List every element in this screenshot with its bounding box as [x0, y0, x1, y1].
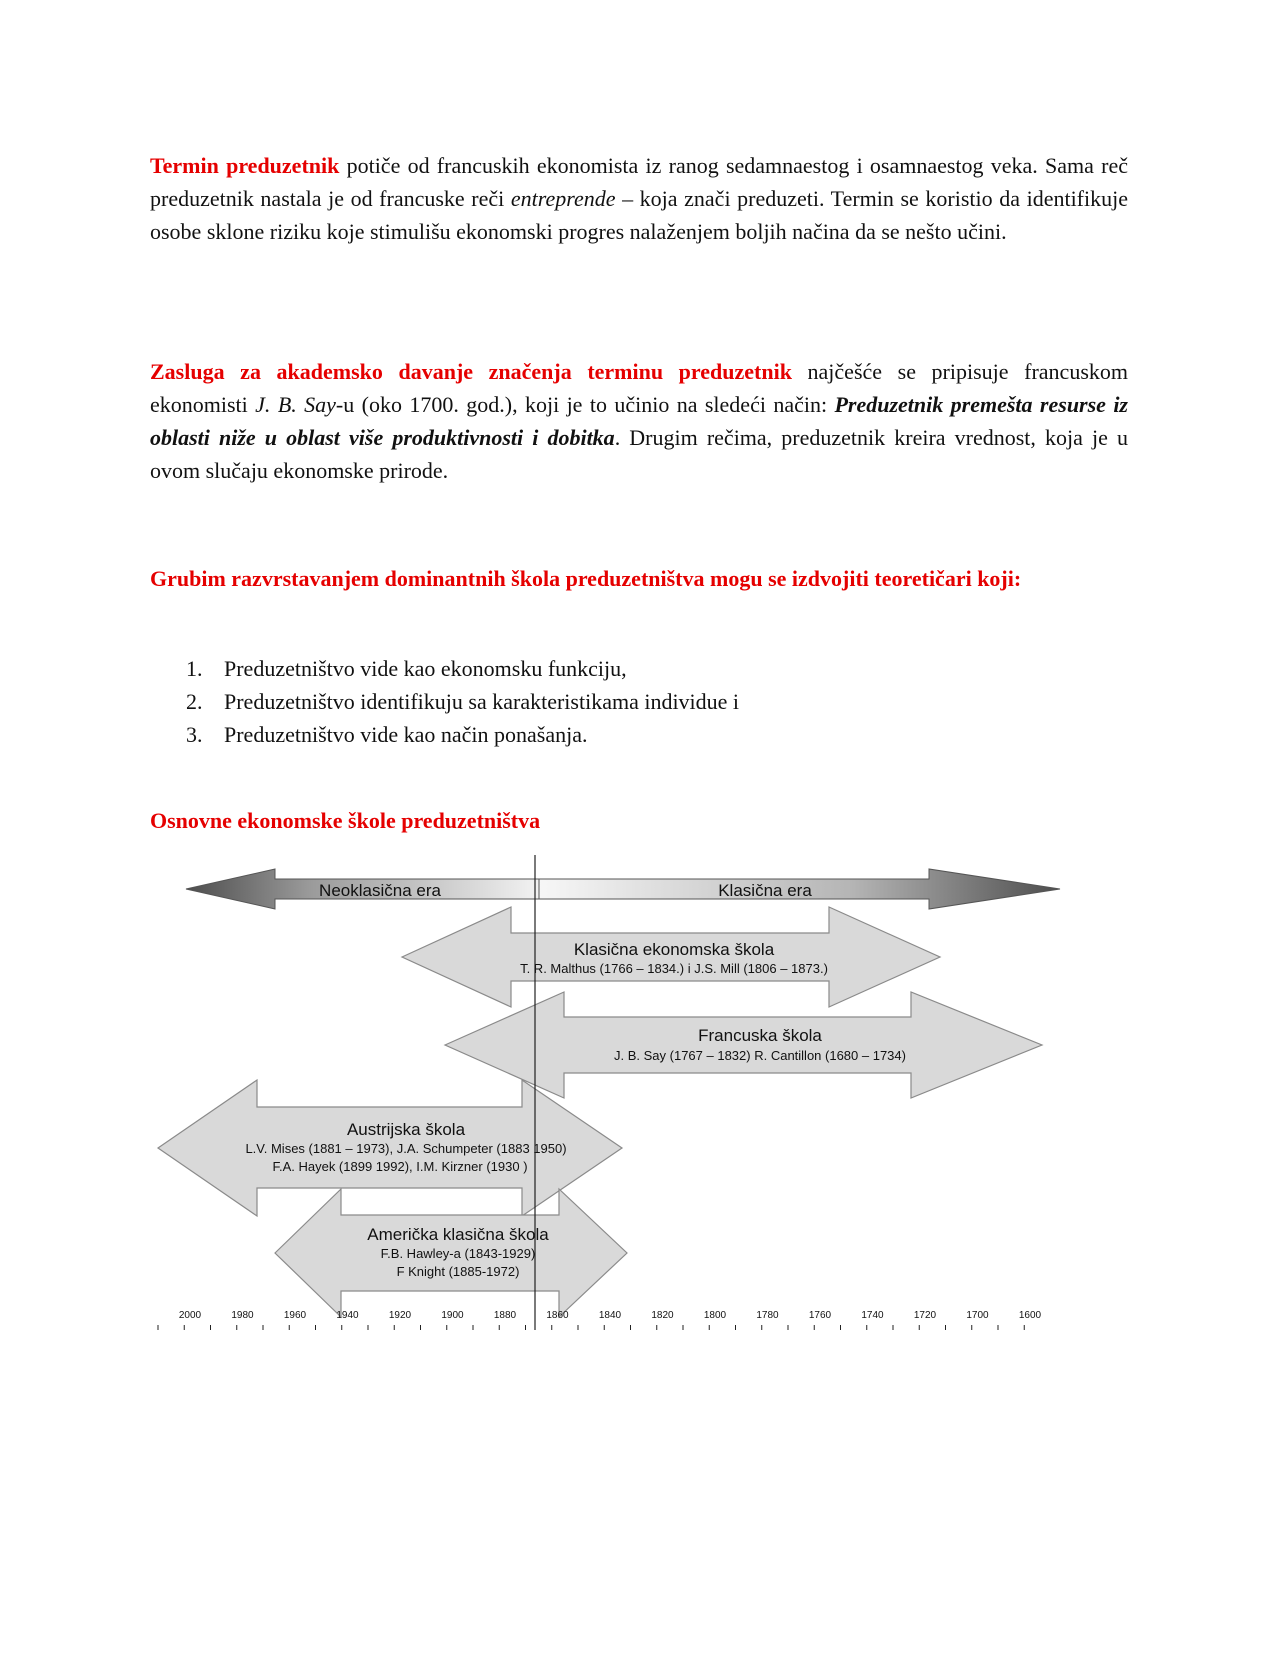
school-members: F.A. Hayek (1899 1992), I.M. Kirzner (1930 )	[272, 1159, 528, 1174]
school-title: Francuska škola	[698, 1026, 822, 1045]
school-arrow-classical	[402, 907, 940, 1007]
list-item	[186, 652, 739, 685]
timeline-tick-label: 1800	[703, 1310, 727, 1321]
list-item	[186, 718, 739, 751]
timeline-tick-label: 1940	[336, 1310, 359, 1321]
list-text: Preduzetništvo vide kao način ponašanja.	[224, 722, 588, 747]
era-arrow	[186, 869, 1060, 909]
paragraph-text: -u (oko 1700. god.), koji je to učinio na sledeći način:	[335, 392, 835, 417]
timeline-tick-label: 1860	[546, 1310, 569, 1321]
paragraph-zasluga	[150, 355, 1128, 487]
timeline-tick-label: 1960	[283, 1310, 307, 1321]
timeline-tick-label: 1740	[861, 1310, 884, 1321]
list-number: 3.	[186, 722, 203, 747]
theorist-list	[186, 652, 739, 751]
timeline-tick-label: 1700	[966, 1310, 989, 1321]
timeline-tick-label: 1840	[598, 1310, 622, 1321]
italic-name: J. B. Say	[255, 392, 336, 417]
school-members: J. B. Say (1767 – 1832) R. Cantillon (1680 – 1734)	[614, 1048, 906, 1063]
list-text: Preduzetništvo vide kao ekonomsku funkciju,	[224, 656, 627, 681]
timeline-tick-label: 1980	[231, 1310, 254, 1321]
italic-word: entreprende	[510, 186, 616, 211]
school-members: F.B. Hawley-a (1843-1929)	[380, 1246, 536, 1261]
definition-quote: Preduzetnik premešta resurse iz oblasti niže u oblast više produktivnosti i dobitka	[150, 392, 1128, 450]
list-number: 1.	[186, 656, 203, 681]
era-label-neoclassical: Neoklasična era	[319, 881, 441, 900]
school-members: L.V. Mises (1881 – 1973), J.A. Schumpeter (1883 1950)	[245, 1141, 567, 1156]
school-arrow-american	[275, 1189, 627, 1317]
paragraph-text: – koja znači preduzeti. Termin se koristio da identifikuje osobe sklone riziku koje stimulišu ekonomski progres nalaženjem boljih načina da se nešto učini.	[150, 186, 1128, 244]
list-item	[186, 685, 739, 718]
timeline-tick-label: 1780	[756, 1310, 779, 1321]
paragraph-termin	[150, 149, 1128, 248]
timeline-tick-label: 1720	[913, 1310, 937, 1321]
school-title: Austrijska škola	[346, 1120, 466, 1139]
schools-timeline-diagram	[150, 855, 1090, 1335]
school-arrow-austrian	[158, 1080, 622, 1216]
timeline-axis	[158, 1310, 1042, 1330]
paragraph-text: potiče od francuskih ekonomista iz ranog sedamnaestog i osamnaestog veka. Sama reč preduzetnik nastala je od francuske reči	[150, 153, 1128, 211]
school-title: Klasična ekonomska škola	[573, 940, 775, 959]
school-title: Američka klasična škola	[367, 1225, 549, 1244]
list-text: Preduzetništvo identifikuju sa karakteristikama individue i	[224, 689, 740, 714]
list-number: 2.	[186, 689, 203, 714]
timeline-tick-label: 1600	[1018, 1310, 1042, 1321]
timeline-tick-label: 2000	[178, 1310, 202, 1321]
timeline-tick-label: 1760	[808, 1310, 832, 1321]
paragraph-lead-term: Termin preduzetnik	[150, 153, 340, 178]
era-label-classical: Klasična era	[718, 881, 812, 900]
section-heading-schools: Grubim razvrstavanjem dominantnih škola preduzetništva mogu se izdvojiti teoretičari koji:	[150, 566, 1022, 591]
timeline-tick-label: 1820	[651, 1310, 674, 1321]
paragraph-text: . Drugim rečima, preduzetnik kreira vrednost, koja je u ovom slučaju ekonomske prirode.	[150, 425, 1128, 483]
timeline-tick-label: 1920	[388, 1310, 412, 1321]
school-members: T. R. Malthus (1766 – 1834.) i J.S. Mill (1806 – 1873.)	[520, 961, 828, 976]
section-heading-diagram: Osnovne ekonomske škole preduzetništva	[150, 808, 541, 833]
timeline-tick-label: 1900	[441, 1310, 464, 1321]
paragraph-lead-term: Zasluga za akademsko davanje značenja terminu preduzetnik	[150, 359, 792, 384]
school-members: F Knight (1885-1972)	[396, 1264, 520, 1279]
paragraph-text: najčešće se pripisuje francuskom ekonomisti	[150, 359, 1128, 417]
timeline-tick-label: 1880	[493, 1310, 517, 1321]
